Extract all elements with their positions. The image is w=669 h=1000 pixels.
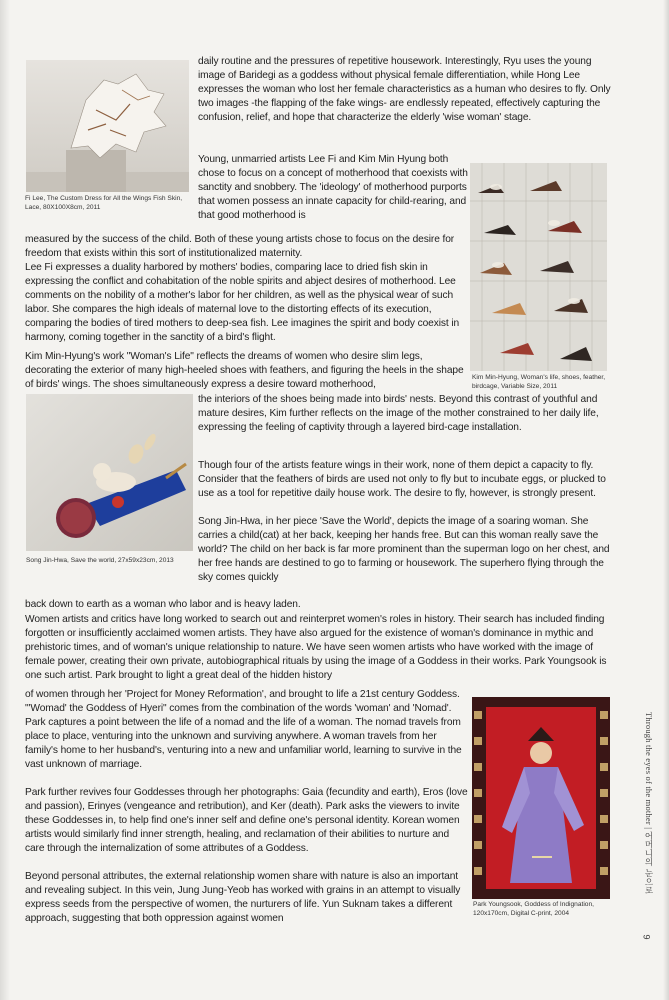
fi-lee-caption: Fi Lee, The Custom Dress for All the Wings Fish Skin, Lace, 80X100X8cm, 2011 [25,195,183,211]
kim-min-hyung-caption: Kim Min-Hyung, Woman's life, shoes, feather, birdcage, Variable Size, 2011 [472,374,606,390]
song-jin-hwa-photo [26,394,193,551]
paragraph-lee-kim-intro-b: measured by the success of the child. Both of these young artists chose to focus on the desire for freedom that exists within this sort of institutionalized maternity. [25,234,455,260]
paragraph-lee-fi: Lee Fi expresses a duality harbored by mothers' bodies, comparing lace to dried fish skin in expressing the conflict and cohabitation of the noble spirits and abject desires of motherhood. Lee comments on the nobility of a mother's labor for her children, as well as the physical wear of such labor. She compares the high ideals of maternal love to the distorting effects of its execution, comparing the bodies of tired mothers to deep-sea fish. Lee imagines the spirit and body coexist in harmony, coming together in the sanctity of a bird's flight. [25,262,460,344]
park-youngsook-caption: Park Youngsook, Goddess of Indignation, 120x170cm, Digital C-print, 2004 [473,901,594,917]
paragraph-park-goddesses: Park further revives four Goddesses through her photographs: Gaia (fecundity and earth), Eros (love and passion), Erinyes (vengeance and retribution), and Ker (death). Park asks the viewers to invite these Goddesses in, to help find one's inner self and define one's personal identity. Korean women artists would similarly find inner strength, healing, and reclamation of their abilities to nurture and care through the internalization of some attributes of a Goddess. [25,787,468,855]
page-number: 9 [641,934,652,940]
paragraph-women-artists-history: Women artists and critics have long worked to search out and reinterpret women's roles in history. Their search has included finding forgotten or insufficiently acclaimed women artists. They have also argued for the existence of woman's dominance in mythic and prehistoric times, and of woman's unique relationship to nature. We have seen women artists who have worked with the image of female power, creating their own private, autobiographical rituals by using the image of a Goddess in their works. Park Youngsook is one such artist. Park brought to light a great deal of the hidden history [25,614,607,682]
paragraph-wings: Though four of the artists feature wings in their work, none of them depict a capacity to fly. Consider that the feathers of birds are used not only to fly but to incubate eggs, or plucked to use as a tool for repetitive daily house work. The desire to fly, however, is strongly present. [198,460,606,500]
paragraph-kim-min-hyung-b: the interiors of the shoes being made into birds' nests. Beyond this contrast of youthful and mature desires, Kim further reflects on the image of the mother constrained to her daily life, expressing the feeling of captivity through a layered bird-cage installation. [198,394,599,434]
flying-woman-illustration [26,394,193,551]
goddess-photo-illustration [472,697,610,899]
kim-min-hyung-shoes-photo [470,163,607,371]
park-youngsook-photo [472,697,610,899]
paragraph-song-jin-hwa-a: Song Jin-Hwa, in her piece 'Save the World', depicts the image of a soaring woman. She carries a child(cat) at her back, keeping her hands free. But can this woman really save the world? The child on her back is far more prominent than the superman logo on her chest, and her free hands are destined to go to farming or housework. The superhero flying through the sky comes quickly [198,516,610,584]
running-side-title: Through the eyes of the mother | 어머니의 눈으로 [644,712,654,895]
fi-lee-dress-illustration [26,60,189,192]
paragraph-nature: Beyond personal attributes, the external relationship women share with nature is also an important and revealing subject. In this vein, Jung Jung-Yeob has worked with grains in an attempt to visually express seeds from the perspective of women, the nurturers of life. Yun Suknam takes a different approach, suggesting that both oppression against women [25,871,461,925]
song-jin-hwa-caption: Song Jin-Hwa, Save the world, 27x59x23cm, 2013 [26,557,174,564]
paragraph-lee-kim-intro-a: Young, unmarried artists Lee Fi and Kim Min Hyung both chose to focus on a concept of motherhood that coexists with sanctity and snobbery. The 'ideology' of motherhood purports that women possess an innate capacity for child-rearing, and that good motherhood is [198,154,468,222]
paragraph-song-jin-hwa-b: back down to earth as a woman who labor and is heavy laden. [25,599,301,610]
paragraph-kim-min-hyung-a: Kim Min-Hyung's work "Woman's Life" reflects the dreams of women who desire slim legs, decorating the exterior of many high-heeled shoes with feathers, and figuring the heels in the shape of birds' wings. The shoes simultaneously express a desire toward motherhood, [25,351,464,391]
page-shadow-right [663,0,669,1000]
paragraph-ryu-hong-lee: daily routine and the pressures of repetitive housework. Interestingly, Ryu uses the young image of Baridegi as a goddess without physical female differentiation, while Hong Lee expresses the woman who lost her female characteristics as a human who desires to fly. Only two images -the flapping of the fake wings- are endlessly repeated, effectively capturing the confusion, relief, and hope that characterize the elderly 'wise woman' stage. [198,56,611,124]
paragraph-park-womad: of women through her 'Project for Money Reformation', and brought to life a 21st century Goddess. "'Womad' the Goddess of Hyeri" comes from the combination of the words 'woman' and 'Nomad'. Park captures a point between the life of a nomad and the life of a woman. The nomad travels from place to place, venturing into the unknown and surviving anywhere. A woman travels from her family's home to her husband's, venturing into a new and unfamiliar world, learning to survive in the vast unknown of marriage. [25,689,462,771]
shoes-birdcage-illustration [470,163,607,371]
fi-lee-dress-photo [26,60,189,192]
page-shadow-left [0,0,10,1000]
